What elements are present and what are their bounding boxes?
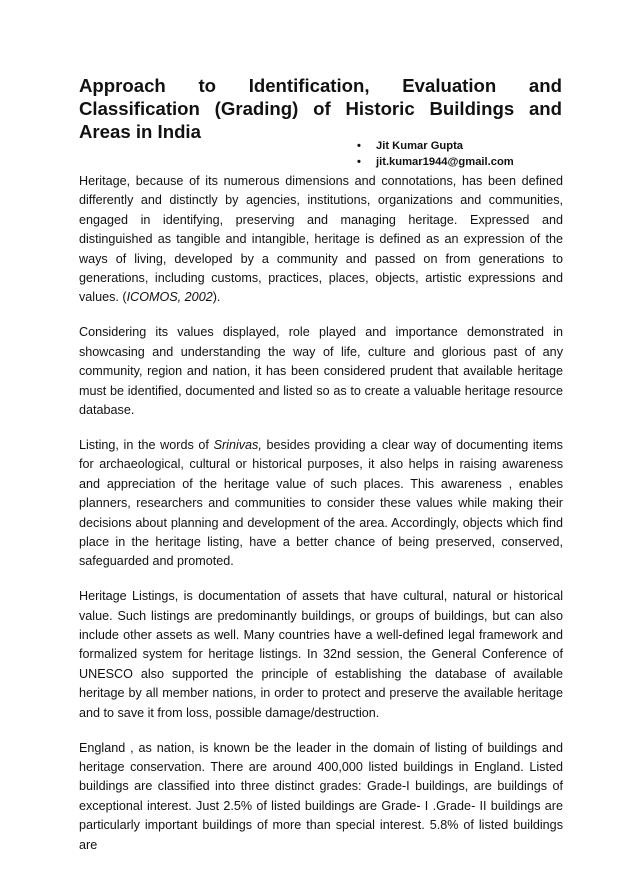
paragraph-text: Heritage, because of its numerous dimensions and connotations, has been defined differently and distinctly by agencies, institutions, organizations and communities, engaged in identifying, preserving and managing heritage. Expressed and distinguished as tangible and intangible, heritage is defined as an expression of the ways of living, developed by a community and passed on from generations to generations, including customs, practices, places, objects, artistic expressions and values. ( — [79, 174, 563, 305]
paragraph-heritage-listings — [79, 587, 563, 723]
body-text — [79, 172, 563, 871]
author-item — [357, 154, 514, 170]
paragraph-england — [79, 739, 563, 855]
paragraph-heritage-values — [79, 323, 563, 420]
paragraph-text: besides providing a clear way of documenting items for archaeological, cultural or historical purposes, it also helps in raising awareness and appreciation of the heritage value of such places. This awareness , enables planners, researchers and communities to consider these values while making their decisions about planning and development of the area. Accordingly, objects which find place in the heritage listing, have a better chance of being preserved, conserved, safeguarded and promoted. — [79, 437, 563, 569]
bullet-icon: • — [357, 140, 361, 152]
author-email: jit.kumar1944@gmail.com — [376, 156, 514, 168]
author-list — [357, 138, 514, 170]
bullet-icon: • — [357, 156, 361, 168]
paragraph-tail: ). — [212, 290, 221, 305]
citation: ICOMOS, 2002 — [126, 290, 213, 305]
paragraph-text: England , as nation, is known be the leader in the domain of listing of buildings and heritage conservation. There are around 400,000 listed buildings in England. Listed buildings are classified into three distinct grades: Grade-I buildings, are buildings of exceptional interest. Just 2.5% of listed buildings are Grade- I .Grade- II buildings are particularly important buildings of more than special interest. 5.8% of listed buildings are — [79, 740, 563, 852]
paragraph-text: Heritage Listings, is documentation of assets that have cultural, natural or historical value. Such listings are predominantly buildings, or groups of buildings, but can also include other assets as well. Many countries have a well-defined legal framework and formalized system for heritage listings. In 32nd session, the General Conference of UNESCO also supported the principle of establishing the database of available heritage by all member nations, in order to protect and preserve the available heritage and to save it from loss, possible damage/destruction. — [79, 589, 563, 720]
paragraph-text: Considering its values displayed, role played and importance demonstrated in showcasing and understanding the way of life, culture and glorious past of any community, region and nation, it has been considered prudent that available heritage must be identified, documented and listed so as to create a valuable heritage resource database. — [79, 325, 563, 417]
document-title: Approach to Identification, Evaluation and Classification (Grading) of Historic Buildings and Areas in India — [79, 75, 562, 142]
paragraph-heritage-definition — [79, 172, 563, 308]
paragraph-lead: Listing, in the words of — [79, 437, 214, 452]
cited-author: Srinivas, — [213, 437, 262, 452]
paragraph-listing — [79, 436, 563, 572]
author-name: Jit Kumar Gupta — [376, 140, 464, 152]
author-item — [357, 138, 514, 154]
